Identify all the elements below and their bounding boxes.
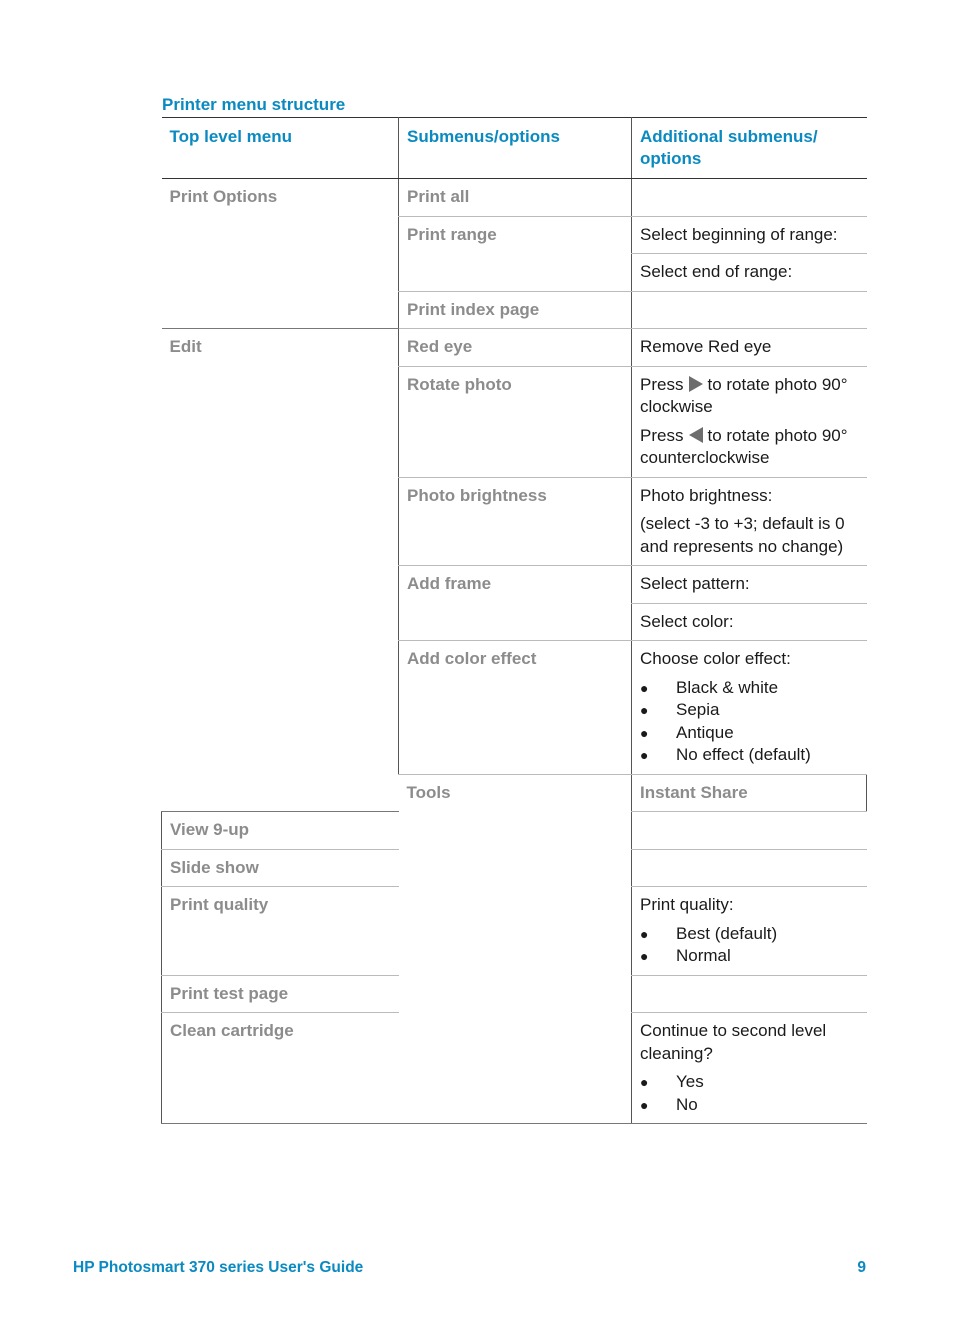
- continue-cleaning-label: Continue to second level cleaning?: [640, 1021, 827, 1063]
- table-caption: Printer menu structure: [162, 95, 346, 114]
- top-menu-edit: Edit: [162, 329, 399, 812]
- print-quality-list: [640, 923, 859, 968]
- header-top-level-menu: Top level menu: [162, 118, 399, 179]
- submenu-red-eye: Red eye: [399, 329, 632, 367]
- submenu-photo-brightness: Photo brightness: [399, 477, 632, 566]
- list-item: ● Antique: [640, 722, 859, 745]
- option-select-end: Select end of range:: [632, 254, 867, 292]
- option-print-quality: [632, 887, 867, 976]
- color-effect-list: [640, 677, 859, 767]
- option-rotate-instructions: [632, 366, 867, 477]
- option-empty: [632, 975, 867, 1013]
- brightness-label: Photo brightness:: [640, 485, 773, 505]
- submenu-add-frame: Add frame: [399, 566, 632, 641]
- option-remove-red-eye: Remove Red eye: [632, 329, 867, 367]
- submenu-add-color-effect: Add color effect: [399, 641, 632, 775]
- rotate-ccw-label: to rotate photo 90° counterclockwise: [640, 425, 848, 467]
- option-empty: [632, 849, 867, 887]
- print-quality-label: Print quality:: [640, 895, 734, 914]
- list-item: ● Sepia: [640, 699, 859, 722]
- color-effect-label: Choose color effect:: [640, 649, 791, 668]
- brightness-note: (select -3 to +3; default is 0 and represents no change): [640, 514, 845, 556]
- table-row: [162, 329, 867, 367]
- submenu-instant-share: Instant Share: [632, 774, 867, 812]
- top-menu-print-options: Print Options: [162, 179, 399, 329]
- submenu-view-9-up: View 9-up: [162, 812, 399, 850]
- option-empty: [632, 291, 867, 329]
- option-empty: [632, 179, 867, 217]
- table-row: [162, 179, 867, 217]
- submenu-clean-cartridge: Clean cartridge: [162, 1013, 399, 1124]
- list-item: ● Best (default): [640, 923, 859, 946]
- footer-guide-title: HP Photosmart 370 series User's Guide: [73, 1259, 364, 1276]
- option-empty: [632, 812, 867, 850]
- option-photo-brightness: [632, 477, 867, 566]
- right-triangle-icon: [689, 376, 703, 392]
- option-select-color: Select color:: [632, 603, 867, 641]
- rotate-counterclockwise-text: [640, 425, 859, 470]
- list-item: ● Normal: [640, 945, 859, 968]
- page-number: 9: [857, 1259, 866, 1276]
- header-additional-submenus: Additional submenus/ options: [632, 118, 867, 179]
- yes-no-list: [640, 1071, 859, 1116]
- option-select-pattern: Select pattern:: [632, 566, 867, 604]
- submenu-print-test-page: Print test page: [162, 975, 399, 1013]
- list-item: ● Black & white: [640, 677, 859, 700]
- option-clean-cartridge: [632, 1013, 867, 1124]
- press-label: Press: [640, 425, 684, 445]
- list-item: ● No: [640, 1094, 859, 1117]
- rotate-cw-label: to rotate photo 90° clockwise: [640, 374, 848, 416]
- option-color-effect: [632, 641, 867, 775]
- printer-menu-table: [161, 117, 867, 1124]
- top-menu-tools: Tools: [399, 774, 632, 1124]
- submenu-slide-show: Slide show: [162, 849, 399, 887]
- submenu-print-quality: Print quality: [162, 887, 399, 976]
- rotate-clockwise-text: [640, 374, 859, 419]
- list-item: ● Yes: [640, 1071, 859, 1094]
- submenu-print-range: Print range: [399, 216, 632, 291]
- list-item: ● No effect (default): [640, 744, 859, 767]
- left-triangle-icon: [689, 427, 703, 443]
- submenu-print-all: Print all: [399, 179, 632, 217]
- header-row: [162, 118, 867, 179]
- press-label: Press: [640, 374, 684, 394]
- submenu-rotate-photo: Rotate photo: [399, 366, 632, 477]
- submenu-print-index-page: Print index page: [399, 291, 632, 329]
- header-submenus-options: Submenus/options: [399, 118, 632, 179]
- option-select-beginning: Select beginning of range:: [632, 216, 867, 254]
